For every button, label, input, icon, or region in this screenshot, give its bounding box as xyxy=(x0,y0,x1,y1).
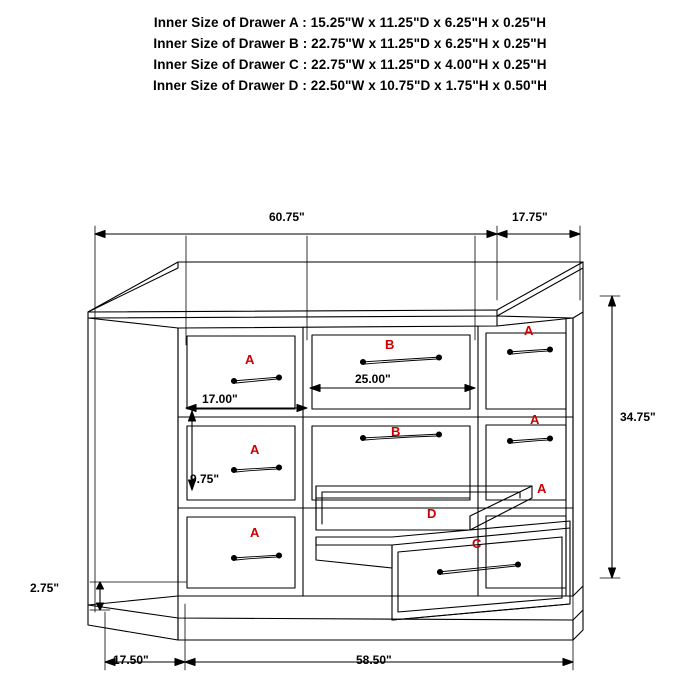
dim-base-depth: 17.50" xyxy=(113,653,149,667)
dim-drawer-a-width: 17.00" xyxy=(202,392,238,406)
drawer-label-a-bottom-left: A xyxy=(250,525,260,540)
drawer-label-a-bottom-right: A xyxy=(537,481,547,496)
spec-line-drawer-a: Inner Size of Drawer A : 15.25"W x 11.25"D x 6.25"H x 0.25"H xyxy=(153,15,547,30)
drawer-label-b-mid-center: B xyxy=(391,424,401,439)
dim-top-width: 60.75" xyxy=(269,210,305,224)
dim-top-depth: 17.75" xyxy=(512,210,548,224)
drawer-label-d-open-tray: D xyxy=(427,506,437,521)
drawer-label-a-mid-left: A xyxy=(250,442,260,457)
drawer-handles xyxy=(231,347,552,575)
dim-drawer-b-width: 25.00" xyxy=(355,372,391,386)
dim-base-height: 2.75" xyxy=(30,581,60,595)
dim-drawer-height: 9.75" xyxy=(190,472,220,486)
drawer-label-c-open-drawer: C xyxy=(472,536,482,551)
drawer-label-b-top-center: B xyxy=(385,337,395,352)
drawer-label-a-mid-right: A xyxy=(530,412,540,427)
dim-right-height: 34.75" xyxy=(620,410,656,424)
drawer-label-a-top-left: A xyxy=(245,352,255,367)
spec-line-drawer-c: Inner Size of Drawer C : 22.75"W x 11.25"D x 4.00"H x 0.25"H xyxy=(153,57,547,72)
dim-base-width: 58.50" xyxy=(356,653,392,667)
drawer-label-a-top-right: A xyxy=(524,323,534,338)
spec-line-drawer-d: Inner Size of Drawer D : 22.50"W x 10.75"D x 1.75"H x 0.50"H xyxy=(152,78,548,93)
spec-line-drawer-b: Inner Size of Drawer B : 22.75"W x 11.25"D x 6.25"H x 0.25"H xyxy=(153,36,547,51)
